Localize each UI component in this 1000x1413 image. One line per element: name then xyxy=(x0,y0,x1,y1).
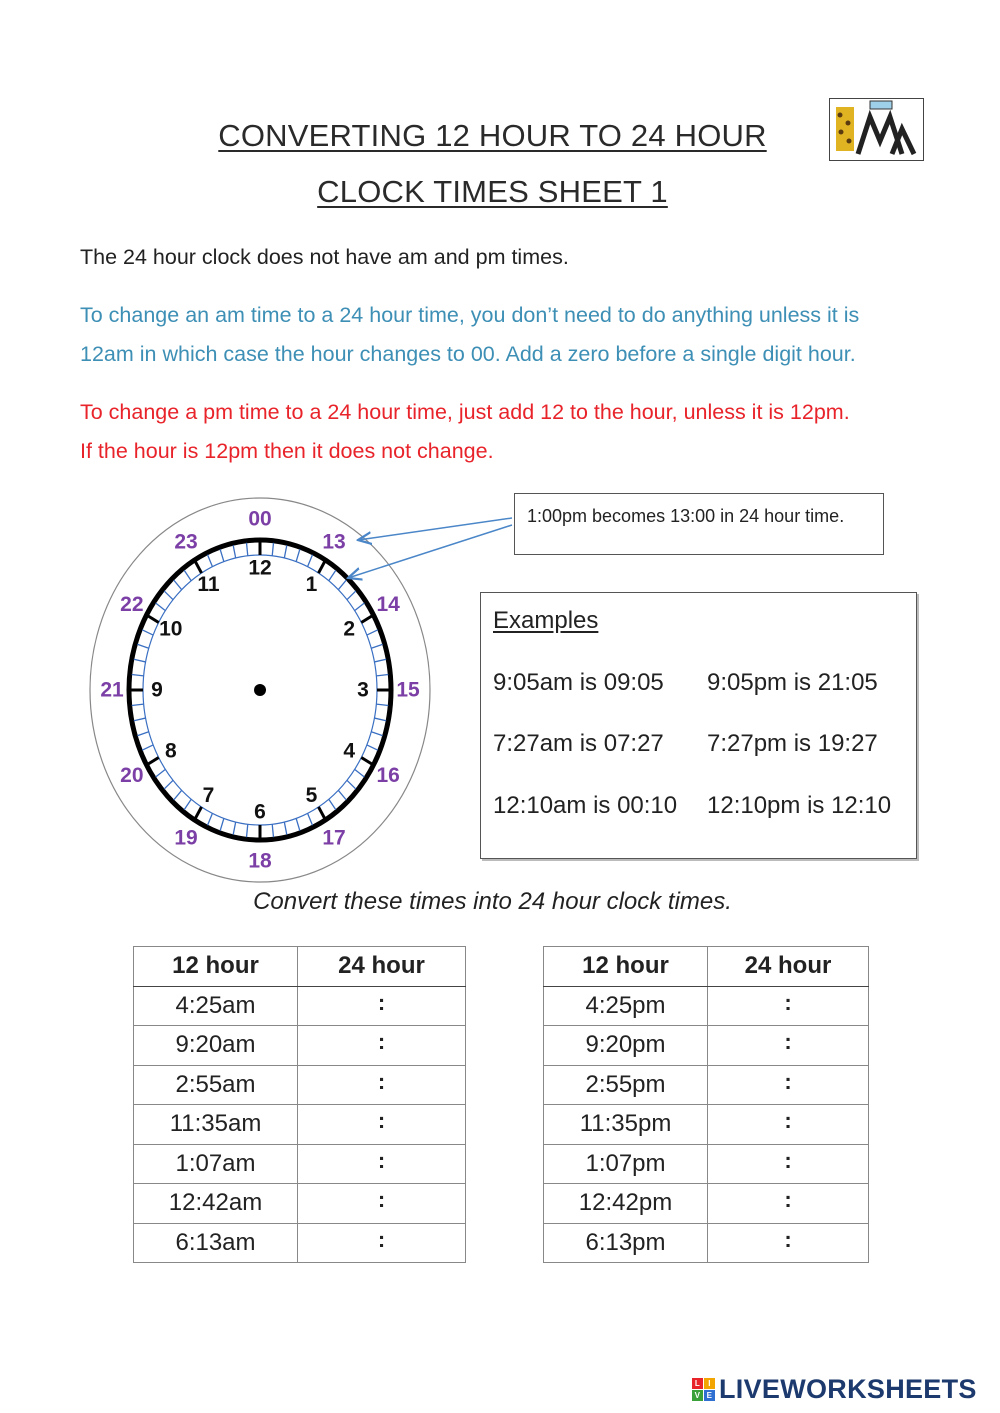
liveworksheets-mark-icon xyxy=(692,1378,715,1401)
mark-letter: I xyxy=(704,1378,715,1389)
colon-separator: : xyxy=(377,989,386,1015)
mark-letter: V xyxy=(692,1390,703,1401)
time-12h: 4:25am xyxy=(134,986,298,1026)
mark-letter: L xyxy=(692,1378,703,1389)
clock-number: 4 xyxy=(343,739,356,763)
am-conversion-table xyxy=(133,946,466,1263)
pm-rule-line-1: To change a pm time to a 24 hour time, just add 12 to the hour, unless it is 12pm. xyxy=(80,400,850,424)
answer-input-24h[interactable] xyxy=(708,1065,869,1105)
table-row xyxy=(544,1065,869,1105)
clock-number: 2 xyxy=(343,617,356,641)
answer-input-24h[interactable] xyxy=(298,1026,466,1066)
time-12h: 11:35pm xyxy=(544,1105,708,1145)
time-12h: 9:20pm xyxy=(544,1026,708,1066)
table-row xyxy=(134,1026,466,1066)
table-header-row xyxy=(544,947,869,987)
table-row xyxy=(134,986,466,1026)
answer-input-24h[interactable] xyxy=(708,1184,869,1224)
table-row xyxy=(544,1184,869,1224)
liveworksheets-logo[interactable] xyxy=(692,1374,977,1405)
column-header-24-hour: 24 hour xyxy=(708,947,869,987)
answer-input-24h[interactable] xyxy=(298,1184,466,1224)
table-row xyxy=(134,1223,466,1263)
clock-number: 12 xyxy=(248,556,272,580)
time-12h: 1:07am xyxy=(134,1144,298,1184)
page-subtitle: CLOCK TIMES SHEET 1 xyxy=(317,174,668,209)
colon-separator: : xyxy=(377,1147,386,1173)
clock-number: 8 xyxy=(164,739,177,763)
answer-input-24h[interactable] xyxy=(298,1144,466,1184)
column-header-24-hour: 24 hour xyxy=(298,947,466,987)
colon-separator: : xyxy=(784,989,792,1015)
time-12h: 12:42am xyxy=(134,1184,298,1224)
column-header-12-hour: 12 hour xyxy=(134,947,298,987)
colon-separator: : xyxy=(377,1187,386,1213)
answer-input-24h[interactable] xyxy=(298,986,466,1026)
colon-separator: : xyxy=(377,1029,386,1055)
exercise-instruction: Convert these times into 24 hour clock times. xyxy=(253,888,732,915)
table-row xyxy=(134,1105,466,1145)
time-12h: 6:13am xyxy=(134,1223,298,1263)
am-rule-line-2: 12am in which case the hour changes to 00. Add a zero before a single digit hour. xyxy=(80,342,856,366)
table-row xyxy=(544,1144,869,1184)
colon-separator: : xyxy=(784,1068,792,1094)
pm-rule-line-2: If the hour is 12pm then it does not change. xyxy=(80,439,494,463)
answer-input-24h[interactable] xyxy=(298,1223,466,1263)
time-12h: 12:42pm xyxy=(544,1184,708,1224)
table-row xyxy=(134,1144,466,1184)
examples-box xyxy=(480,592,917,859)
table-row xyxy=(544,1223,869,1263)
table-row xyxy=(134,1184,466,1224)
example-am: 7:27am is 07:27 xyxy=(493,730,664,757)
column-header-12-hour: 12 hour xyxy=(544,947,708,987)
brand-name: LIVEWORKSHEETS xyxy=(719,1374,977,1404)
clock-number: 5 xyxy=(305,784,318,808)
clock-number: 7 xyxy=(202,784,215,808)
clock-number: 9 xyxy=(151,678,163,702)
answer-input-24h[interactable] xyxy=(708,1144,869,1184)
time-12h: 2:55pm xyxy=(544,1065,708,1105)
colon-separator: : xyxy=(784,1226,792,1252)
answer-input-24h[interactable] xyxy=(708,986,869,1026)
clock-number: 15 xyxy=(396,678,420,702)
time-12h: 6:13pm xyxy=(544,1223,708,1263)
clock-number: 11 xyxy=(197,572,220,596)
clock-number: 00 xyxy=(248,507,272,531)
answer-input-24h[interactable] xyxy=(708,1105,869,1145)
clock-number: 19 xyxy=(174,826,198,850)
clock-number: 13 xyxy=(322,530,346,554)
examples-title: Examples xyxy=(493,607,599,634)
example-am: 9:05am is 09:05 xyxy=(493,669,664,696)
clock-number: 23 xyxy=(174,530,198,554)
clock-number: 1 xyxy=(305,572,318,596)
mark-letter: E xyxy=(704,1390,715,1401)
colon-separator: : xyxy=(784,1029,792,1055)
clock-number: 10 xyxy=(159,617,183,641)
clock-number: 14 xyxy=(376,593,400,616)
colon-separator: : xyxy=(377,1068,386,1094)
example-pm: 9:05pm is 21:05 xyxy=(707,669,878,696)
time-12h: 9:20am xyxy=(134,1026,298,1066)
arrow-to-13 xyxy=(358,518,512,540)
table-header-row xyxy=(134,947,466,987)
intro-text: The 24 hour clock does not have am and pm times. xyxy=(80,245,569,269)
clock-number: 18 xyxy=(248,849,272,873)
time-12h: 1:07pm xyxy=(544,1144,708,1184)
table-row xyxy=(544,1105,869,1145)
answer-input-24h[interactable] xyxy=(298,1065,466,1105)
table-row xyxy=(544,1026,869,1066)
colon-separator: : xyxy=(784,1108,792,1134)
clock-number: 6 xyxy=(254,800,266,824)
clock-number: 17 xyxy=(322,826,346,850)
clock-number: 20 xyxy=(120,764,144,787)
clock-number: 22 xyxy=(120,593,144,616)
example-pm: 12:10pm is 12:10 xyxy=(707,792,892,819)
table-row xyxy=(544,986,869,1026)
colon-separator: : xyxy=(784,1187,792,1213)
table-row xyxy=(134,1065,466,1105)
arrow-to-1 xyxy=(348,525,512,578)
colon-separator: : xyxy=(784,1147,792,1173)
answer-input-24h[interactable] xyxy=(708,1026,869,1066)
answer-input-24h[interactable] xyxy=(298,1105,466,1145)
answer-input-24h[interactable] xyxy=(708,1223,869,1263)
time-12h: 2:55am xyxy=(134,1065,298,1105)
example-am: 12:10am is 00:10 xyxy=(493,792,678,819)
example-pm: 7:27pm is 19:27 xyxy=(707,730,878,757)
am-rule-line-1: To change an am time to a 24 hour time, you don’t need to do anything unless it is xyxy=(80,303,860,327)
time-12h: 11:35am xyxy=(134,1105,298,1145)
callout-box: 1:00pm becomes 13:00 in 24 hour time. xyxy=(514,493,884,555)
time-12h: 4:25pm xyxy=(544,986,708,1026)
clock-number: 3 xyxy=(357,678,369,702)
clock-number: 16 xyxy=(376,764,400,787)
clock-number: 21 xyxy=(100,678,124,702)
page-title: CONVERTING 12 HOUR TO 24 HOUR xyxy=(218,118,767,153)
colon-separator: : xyxy=(377,1226,386,1252)
pm-conversion-table xyxy=(543,946,869,1263)
colon-separator: : xyxy=(377,1108,386,1134)
